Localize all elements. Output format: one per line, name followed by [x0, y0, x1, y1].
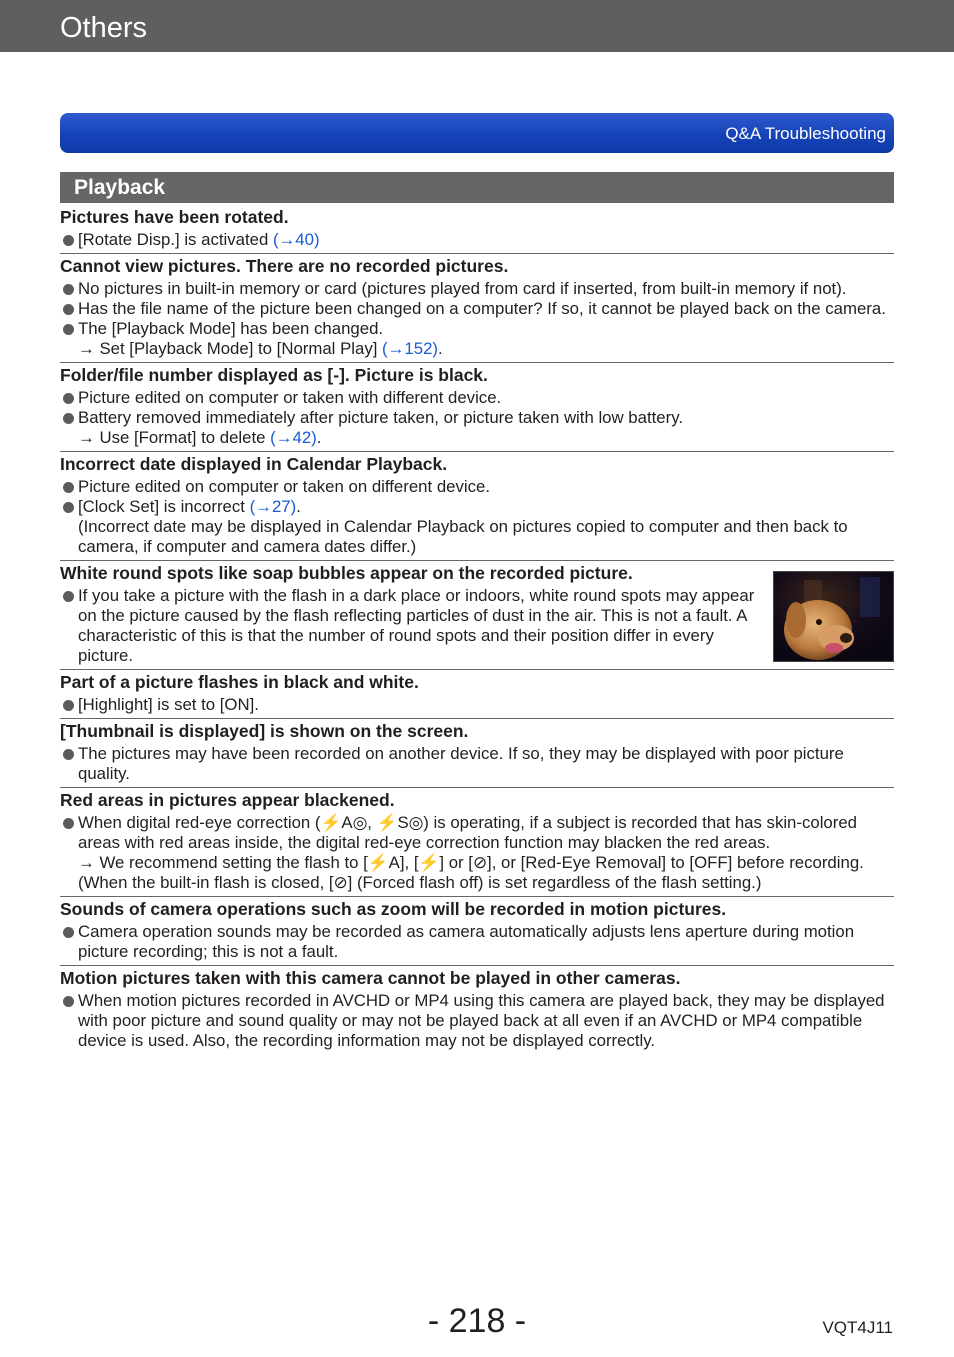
- answer-bullet: [60, 279, 894, 299]
- qa-list: [60, 205, 894, 1054]
- bullet-icon: [63, 304, 74, 315]
- section-title: Playback: [74, 176, 166, 199]
- page-reference-link[interactable]: (→152): [382, 339, 439, 358]
- page-reference-link[interactable]: (→42): [270, 428, 317, 447]
- page-number: - 218 -: [427, 1302, 527, 1340]
- banner-label: Q&A Troubleshooting: [725, 124, 886, 143]
- answer-text: (Incorrect date may be displayed in Calendar Playback on pictures copied to computer and then back to camera, if computer and camera dates differ.): [78, 517, 848, 556]
- qa-item: [60, 719, 894, 788]
- bullet-icon: [63, 927, 74, 938]
- qa-item: [60, 897, 894, 966]
- answer-text: → Use [Format] to delete: [78, 428, 271, 447]
- answer-text-tail: .: [296, 497, 301, 516]
- answer-note: [60, 428, 894, 448]
- section-banner: [60, 113, 894, 153]
- bullet-icon: [63, 502, 74, 513]
- question: White round spots like soap bubbles appear on the recorded picture.: [60, 563, 633, 583]
- answer-bullet: [60, 586, 894, 666]
- qa-item: [60, 452, 894, 561]
- question: [Thumbnail is displayed] is shown on the screen.: [60, 721, 469, 741]
- answer-text: [Rotate Disp.] is activated: [78, 230, 273, 249]
- answer-text: [Highlight] is set to [ON].: [78, 695, 259, 714]
- answer-text: Picture edited on computer or taken with different device.: [78, 388, 502, 407]
- answer-text: Picture edited on computer or taken on different device.: [78, 477, 491, 496]
- answer-bullet: [60, 299, 894, 319]
- answer-text: Camera operation sounds may be recorded as camera automatically adjusts lens aperture during motion picture recording; this is not a fault.: [78, 922, 855, 961]
- bullet-icon: [63, 324, 74, 335]
- answer-text-tail: .: [316, 428, 322, 447]
- answer-text: [Clock Set] is incorrect: [78, 497, 250, 516]
- question: Part of a picture flashes in black and white.: [60, 672, 419, 692]
- qa-item: [60, 561, 894, 670]
- question: Folder/file number displayed as [-]. Picture is black.: [60, 365, 488, 385]
- question: Cannot view pictures. There are no recorded pictures.: [60, 256, 509, 276]
- answer-text-tail: .: [438, 339, 443, 358]
- answer-text: The pictures may have been recorded on another device. If so, they may be displayed with poor picture quality.: [78, 744, 844, 783]
- question: Motion pictures taken with this camera cannot be played in other cameras.: [60, 968, 681, 988]
- answer-text: When motion pictures recorded in AVCHD or MP4 using this camera are played back, they may be displayed with poor picture and sound quality or may not be played back at all even if an AVCHD or MP4 compatible device is used. Also, the recording information may not be displayed correctly.: [78, 991, 885, 1050]
- qa-item: [60, 670, 894, 719]
- question: Incorrect date displayed in Calendar Playback.: [60, 454, 448, 474]
- section-header: [60, 172, 894, 203]
- answer-bullet: [60, 319, 894, 339]
- answer-bullet: [60, 230, 894, 250]
- answer-text: Has the file name of the picture been changed on a computer? If so, it cannot be played back on the camera.: [78, 299, 886, 318]
- bullet-icon: [63, 393, 74, 404]
- answer-text: No pictures in built-in memory or card (pictures played from card if inserted, from built-in memory if not).: [78, 279, 847, 298]
- answer-bullet: [60, 497, 894, 517]
- bullet-icon: [63, 284, 74, 295]
- answer-bullet: [60, 813, 894, 853]
- question: Red areas in pictures appear blackened.: [60, 790, 395, 810]
- answer-bullet: [60, 388, 894, 408]
- bullet-icon: [63, 700, 74, 711]
- bullet-icon: [63, 235, 74, 246]
- page-reference-link[interactable]: (→27): [249, 497, 297, 516]
- dog-photo: [773, 571, 894, 662]
- answer-note: [60, 339, 894, 359]
- qa-item: [60, 788, 894, 897]
- bullet-icon: [63, 749, 74, 760]
- answer-text: → Set [Playback Mode] to [Normal Play]: [78, 339, 383, 358]
- answer-bullet: [60, 477, 894, 497]
- answer-text: When digital red-eye correction (⚡A◎, ⚡S◎) is operating, if a subject is recorded that has skin-colored areas with red areas inside, the digital red-eye correction function may blacken the red areas.: [78, 813, 858, 852]
- question: Pictures have been rotated.: [60, 207, 289, 227]
- answer-bullet: [60, 695, 894, 715]
- answer-note: [60, 853, 894, 893]
- page-reference-link[interactable]: (→40): [272, 230, 320, 249]
- top-bar: [0, 0, 954, 52]
- answer-bullet: [60, 744, 894, 784]
- document-code: VQT4J11: [822, 1318, 893, 1337]
- answer-text: If you take a picture with the flash in a dark place or indoors, white round spots may appear on the picture caused by the flash reflecting particles of dust in the air. This is not a fault. A characteristic of this is that the number of round spots and their position differ in every picture.: [78, 586, 755, 665]
- answer-text: The [Playback Mode] has been changed.: [78, 319, 384, 338]
- chapter-title: Others: [60, 12, 148, 44]
- question: Sounds of camera operations such as zoom will be recorded in motion pictures.: [60, 899, 727, 919]
- bullet-icon: [63, 413, 74, 424]
- answer-text: → We recommend setting the flash to [⚡A], [⚡] or [⊘], or [Red-Eye Removal] to [OFF] before recording. (When the built-in flash is closed, [⊘] (Forced flash off) is set regardless of the flash setting.): [78, 853, 864, 892]
- qa-item: [60, 254, 894, 363]
- bullet-icon: [63, 818, 74, 829]
- qa-item: [60, 363, 894, 452]
- answer-bullet: [60, 408, 894, 428]
- qa-item: [60, 966, 894, 1054]
- qa-item: [60, 205, 894, 254]
- answer-bullet: [60, 991, 894, 1051]
- answer-bullet: [60, 922, 894, 962]
- answer-text: Battery removed immediately after picture taken, or picture taken with low battery.: [78, 408, 684, 427]
- answer-note: [60, 517, 894, 557]
- bullet-icon: [63, 482, 74, 493]
- bullet-icon: [63, 591, 74, 602]
- bullet-icon: [63, 996, 74, 1007]
